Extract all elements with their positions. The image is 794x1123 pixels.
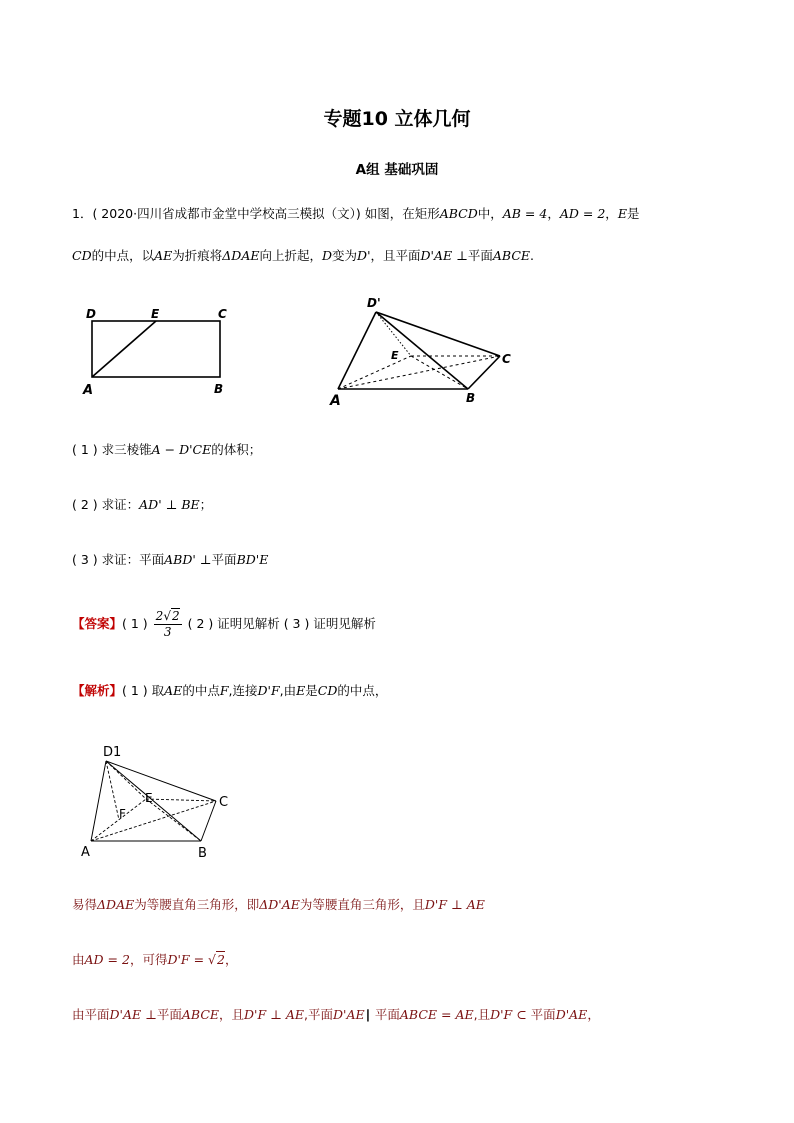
- fraction-denominator: 3: [163, 624, 172, 639]
- segment-ae: AE: [154, 248, 173, 263]
- perp-relation: D'F ⊥ AE: [424, 897, 485, 912]
- plane-expr: ABCE = AE: [399, 1007, 474, 1022]
- label-d-prime: D': [367, 296, 381, 310]
- problem-text: 平面: [467, 248, 493, 263]
- segment-ae-line: [92, 321, 156, 377]
- analysis-text: 的中点: [182, 683, 220, 698]
- question-3: [72, 551, 268, 569]
- problem-text: ，: [547, 206, 560, 221]
- triangle-dpae: ΔD'AE: [259, 897, 300, 912]
- solution-text: ，且: [219, 1007, 245, 1022]
- problem-text: 中，: [477, 206, 503, 221]
- question-text: ( 2 ) 求证：: [72, 497, 140, 512]
- plane-expr: ABCE: [181, 1007, 220, 1022]
- analysis-text: ,由: [279, 683, 297, 698]
- solution-text: ,平面: [304, 1007, 334, 1022]
- page-title: 专题10 立体几何: [323, 108, 471, 130]
- triangle-dae: ΔDAE: [97, 897, 135, 912]
- question-1: [72, 441, 261, 459]
- problem-text: 是: [626, 206, 640, 221]
- edge-d1b: [106, 761, 201, 841]
- problem-line-2: [72, 247, 534, 265]
- section-subtitle: A组 基础巩固: [355, 162, 439, 178]
- label-f: F: [119, 807, 126, 821]
- problem-source: 1．( 2020·四川省成都市金堂中学校高三模拟（文）) 如图，在矩形: [72, 206, 440, 221]
- solution-text: 平面: [374, 1007, 400, 1022]
- pyramid-expr: A − D'CE: [151, 442, 212, 457]
- solution-line-2: 由AD = 2，可得D'F = √2，: [72, 952, 238, 967]
- question-text: ( 1 ) 求三棱锥: [72, 442, 152, 457]
- solution-line-3: [72, 1006, 600, 1024]
- segment-df: D'F: [257, 683, 280, 698]
- plane-dae: D'AE ⊥: [420, 248, 468, 263]
- plane-expr: D'AE ⊥: [109, 1007, 157, 1022]
- plane-expr: D'AE: [555, 1007, 588, 1022]
- analysis-tag: 【解析】: [72, 683, 123, 698]
- answer-fraction: $\frac{2√2}{3}$: [155, 608, 180, 639]
- answer-text: ( 1 ): [122, 616, 148, 631]
- edge-ec-hidden: [146, 799, 216, 801]
- edge-eb-hidden: [411, 356, 468, 389]
- edge-ac-hidden: [91, 801, 216, 841]
- rect-name: ABCD: [439, 206, 478, 221]
- label-e: E: [391, 349, 399, 362]
- problem-text: 为折痕将: [172, 248, 223, 263]
- problem-text: 向上折起，: [259, 248, 322, 263]
- plane-expr: ABD' ⊥: [164, 552, 212, 567]
- analysis-figure: [75, 740, 245, 862]
- label-c: C: [218, 307, 227, 321]
- solution-text: ，: [587, 1007, 600, 1022]
- problem-text: 变为: [332, 248, 358, 263]
- perp-relation: D'F ⊥ AE: [244, 1007, 305, 1022]
- answer-text: ( 2 ) 证明见解析 ( 3 ) 证明见解析: [187, 616, 376, 631]
- label-a: A: [83, 383, 94, 398]
- analysis-line: [72, 682, 387, 700]
- analysis-text: 的中点，: [337, 683, 388, 698]
- label-a: A: [330, 393, 341, 409]
- analysis-text: 是: [305, 683, 318, 698]
- solution-text: 平面: [530, 1007, 556, 1022]
- df-length: D'F =: [167, 952, 205, 967]
- segment-cd: CD: [72, 248, 92, 263]
- triangle-dae: ΔDAE: [222, 248, 260, 263]
- label-c: C: [219, 795, 229, 810]
- label-e: E: [145, 791, 153, 805]
- problem-text: ，且平面: [370, 248, 421, 263]
- edge-dpb: [376, 312, 468, 389]
- point-e: E: [617, 206, 627, 221]
- question-text: 的体积；: [211, 442, 262, 457]
- label-b: B: [198, 846, 207, 861]
- edge-ac-hidden: [338, 356, 500, 389]
- label-c: C: [502, 352, 511, 366]
- rectangle-figure: [78, 300, 238, 400]
- answer-line: [72, 606, 376, 642]
- edge-dpa: [338, 312, 376, 389]
- intersection-symbol: ∣: [364, 1007, 371, 1022]
- label-b: B: [214, 382, 224, 396]
- sqrt-radicand: 2: [217, 952, 225, 967]
- point-d-prime: D': [357, 248, 371, 263]
- segment-cd: CD: [317, 683, 338, 698]
- solution-text: ，: [224, 952, 238, 967]
- question-text: ( 3 ) 求证：平面: [72, 552, 165, 567]
- label-a: A: [81, 845, 90, 860]
- label-e: E: [151, 307, 160, 321]
- point-d: D: [322, 248, 333, 263]
- ad-length: AD = 2: [84, 952, 130, 967]
- fraction-radicand: 2: [171, 608, 180, 623]
- solution-text: 由: [72, 952, 85, 967]
- plane-expr: D'AE: [333, 1007, 365, 1022]
- question-2: [72, 496, 212, 514]
- solution-text: 为等腰直角三角形，且: [299, 897, 425, 912]
- solution-text: 由平面: [72, 1007, 110, 1022]
- problem-line-1: [72, 205, 639, 223]
- edge-bc: [201, 801, 216, 841]
- problem-text: .: [530, 248, 535, 263]
- solution-line-1: [72, 896, 485, 914]
- segment-ae: AE: [164, 683, 183, 698]
- solution-text: 易得: [72, 897, 98, 912]
- analysis-text: ( 1 ) 取: [122, 683, 165, 698]
- edge-bc: [468, 356, 500, 389]
- fraction-coef: 2: [155, 608, 164, 623]
- point-f: F: [219, 683, 229, 698]
- problem-text: 的中点，以: [91, 248, 155, 263]
- plane-expr: BD'E: [236, 552, 269, 567]
- question-text: 平面: [211, 552, 237, 567]
- subset-relation: D'F ⊂: [490, 1007, 527, 1022]
- solution-text: 为等腰直角三角形，即: [134, 897, 260, 912]
- solution-text: ，可得: [129, 952, 168, 967]
- question-text: ；: [199, 497, 213, 512]
- label-d1: D1: [103, 745, 122, 760]
- plane-abce: ABCE: [492, 248, 531, 263]
- answer-tag: 【答案】: [72, 616, 123, 631]
- label-d: D: [86, 307, 96, 321]
- pyramid-figure: [325, 293, 525, 411]
- ad-length: AD = 2: [559, 206, 606, 221]
- analysis-text: ,连接: [228, 683, 258, 698]
- label-b: B: [466, 391, 476, 405]
- problem-text: ，: [605, 206, 618, 221]
- edge-d1a: [91, 761, 106, 841]
- edge-ae-hidden: [338, 356, 411, 389]
- point-e: E: [296, 683, 306, 698]
- perp-expr: AD' ⊥ BE: [139, 497, 200, 512]
- ab-length: AB = 4: [502, 206, 548, 221]
- solution-text: ,且: [473, 1007, 491, 1022]
- solution-text: 平面: [156, 1007, 182, 1022]
- rectangle-abcd: [92, 321, 220, 377]
- edge-d1c: [106, 761, 216, 801]
